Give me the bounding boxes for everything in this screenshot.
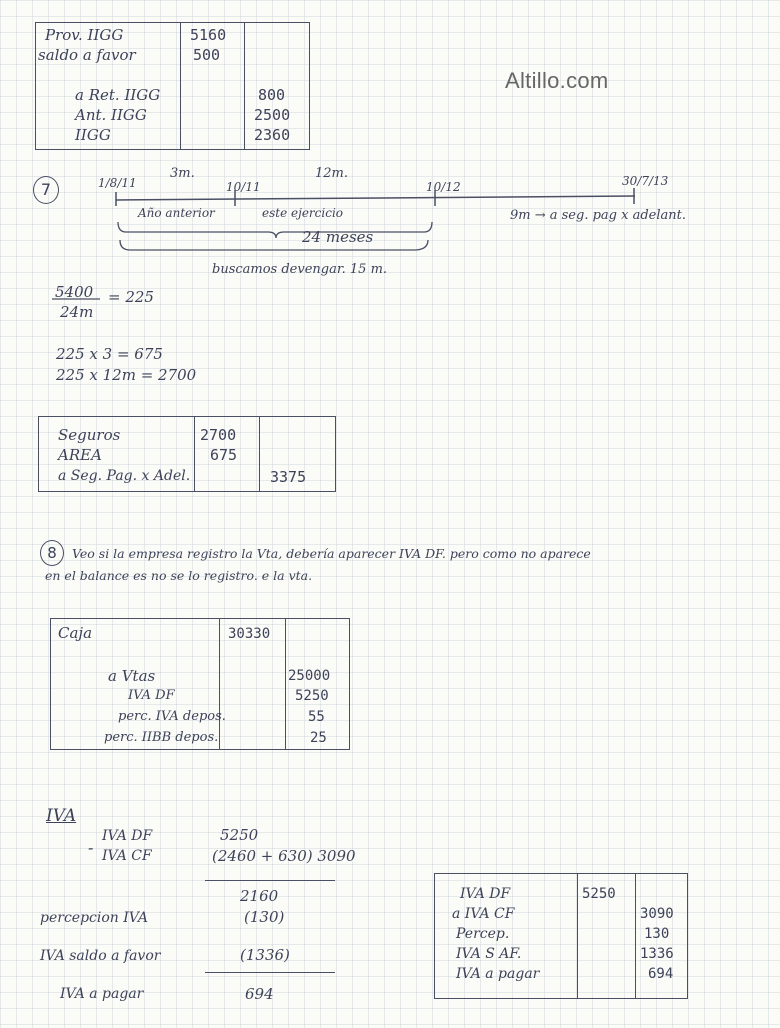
iva-label: IVA saldo a favor: [40, 948, 161, 964]
entry-label: AREA: [58, 446, 102, 464]
iva-value: 694: [245, 985, 274, 1003]
entry-credit: 130: [644, 926, 670, 942]
timeline-span-label: 3m.: [170, 166, 195, 181]
iva-value: (2460 + 630) 3090: [212, 847, 356, 865]
iva-label: IVA CF: [102, 848, 152, 864]
watermark-logo: Altillo.com: [505, 68, 609, 93]
entry-label: Ant. IIGG: [75, 106, 147, 124]
timeline-note: buscamos devengar. 15 m.: [212, 262, 388, 277]
entry-debit: 30330: [228, 626, 271, 642]
entry-credit: 55: [308, 709, 325, 725]
entry-label: perc. IVA depos.: [118, 709, 226, 724]
entry-debit: 5250: [582, 886, 616, 902]
entry-label: Prov. IIGG: [45, 26, 124, 44]
calculation-line: 225 x 12m = 2700: [56, 366, 197, 384]
section-title: IVA: [46, 806, 77, 826]
problem-text: en el balance es no se lo registro. e la vta.: [45, 568, 313, 583]
entry-label: IVA S AF.: [456, 946, 522, 962]
timeline-date: 10/12: [426, 180, 461, 194]
timeline-date: 30/7/13: [622, 174, 669, 188]
entry-credit: 3090: [640, 906, 674, 922]
calculation-line: 225 x 3 = 675: [56, 345, 163, 363]
timeline-date: 1/8/11: [98, 176, 137, 190]
entry-label: a Seg. Pag. x Adel.: [58, 468, 191, 484]
timeline-segment: este ejercicio: [262, 206, 343, 220]
entry-label: Caja: [58, 624, 93, 642]
fraction-result: = 225: [108, 288, 154, 306]
subtotal-line: [205, 880, 335, 881]
problem-number-7: 7: [33, 176, 59, 204]
entry-label: IVA a pagar: [456, 966, 540, 982]
timeline-segment: Año anterior: [138, 206, 215, 220]
timeline-total: 24 meses: [302, 228, 374, 246]
timeline-span-label: 12m.: [315, 166, 349, 181]
iva-label: IVA DF: [102, 828, 153, 844]
total-line: [205, 972, 335, 973]
entry-credit: 2500: [254, 106, 291, 124]
entry-label: a Vtas: [108, 667, 156, 685]
timeline-segment: 9m → a seg. pag x adelant.: [510, 208, 686, 223]
minus-sign: -: [88, 838, 94, 857]
entry-credit: 25: [310, 730, 327, 746]
timeline-diagram: [0, 0, 780, 280]
problem-number-8: 8: [40, 540, 64, 566]
timeline-date: 10/11: [226, 180, 261, 194]
iva-label: IVA a pagar: [60, 986, 144, 1002]
iva-value: 5250: [220, 826, 259, 844]
entry-label: Percep.: [456, 926, 510, 942]
entry-credit: 3375: [270, 468, 307, 486]
iva-value: 2160: [240, 887, 279, 905]
entry-debit: 5160: [190, 26, 227, 44]
iva-label: percepcion IVA: [40, 910, 149, 926]
entry-credit: 1336: [640, 946, 674, 962]
entry-label: IIGG: [75, 126, 111, 144]
entry-label: IVA DF: [460, 886, 511, 902]
entry-label: perc. IIBB depos.: [104, 730, 219, 745]
entry-debit: 2700: [200, 426, 237, 444]
entry-debit: 675: [210, 446, 238, 464]
entry-credit: 800: [258, 86, 286, 104]
iva-value: (130): [244, 908, 285, 926]
iva-value: (1336): [240, 946, 290, 964]
entry-credit: 694: [648, 966, 674, 982]
entry-label: saldo a favor: [38, 46, 136, 64]
entry-credit: 25000: [288, 668, 331, 684]
fraction-denominator: 24m: [60, 303, 94, 321]
problem-text: Veo si la empresa registro la Vta, debería aparecer IVA DF. pero como no aparece: [72, 546, 591, 561]
entry-label: a Ret. IIGG: [75, 86, 161, 104]
entry-debit: 500: [193, 46, 221, 64]
fraction-numerator: 5400: [55, 283, 94, 301]
entry-label: Seguros: [58, 426, 121, 444]
entry-label: a IVA CF: [452, 906, 515, 922]
entry-label: IVA DF: [128, 688, 175, 703]
entry-credit: 5250: [295, 688, 329, 704]
entry-credit: 2360: [254, 126, 291, 144]
